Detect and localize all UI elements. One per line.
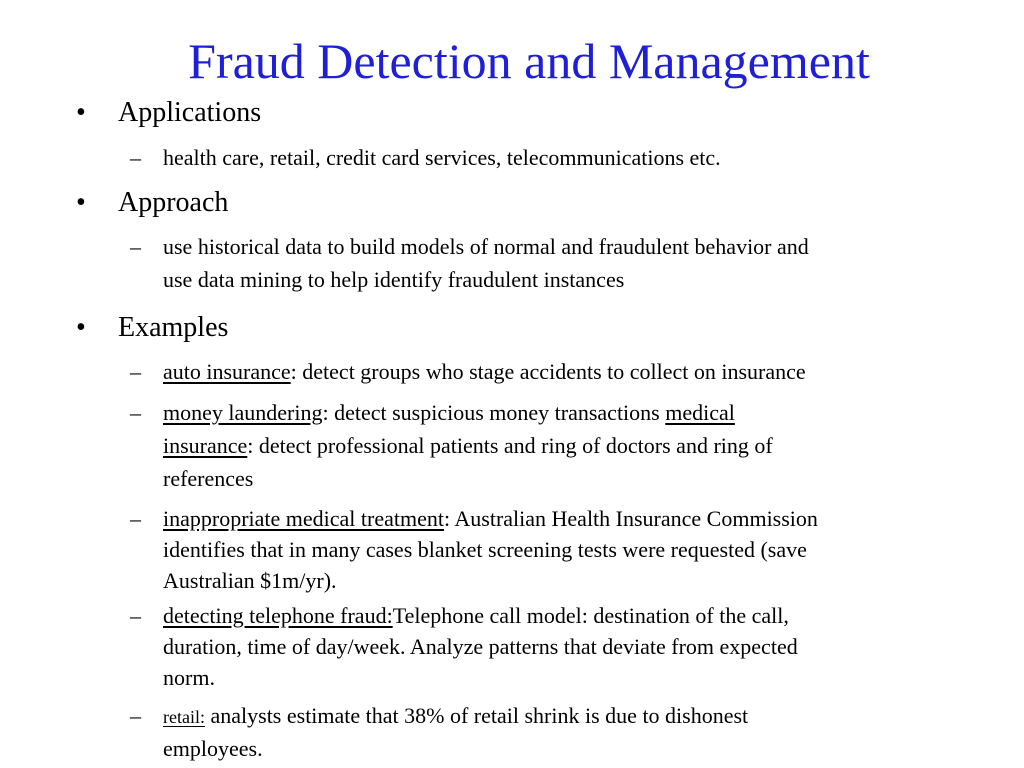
subitem-medical-treatment xyxy=(130,503,818,596)
term-medical-treatment: inappropriate medical treatment xyxy=(163,506,444,531)
term-auto-insurance: auto insurance xyxy=(163,359,291,384)
subitem-line: employees. xyxy=(163,736,263,761)
subitem-line: norm. xyxy=(163,665,215,690)
subitem-text: : Australian Health Insurance Commission xyxy=(443,506,818,531)
subitem-retail xyxy=(130,700,748,764)
subitem-line: use data mining to help identify fraudulent instances xyxy=(163,267,625,292)
term-medical: medical xyxy=(665,400,735,425)
bullet-icon: • xyxy=(76,97,86,128)
dash-icon: – xyxy=(130,234,141,259)
bullet-examples xyxy=(76,314,228,342)
term-telephone-fraud: detecting telephone fraud: xyxy=(163,603,393,628)
dash-icon: – xyxy=(130,400,141,425)
subitem-text: : detect groups who stage accidents to collect on insurance xyxy=(290,359,806,384)
subitem-text: Telephone call model: destination of the call, xyxy=(392,603,789,628)
subitem-telephone-fraud xyxy=(130,600,798,693)
dash-icon: – xyxy=(130,506,141,531)
subitem-text: : detect professional patients and ring of doctors and ring of xyxy=(247,433,773,458)
bullet-heading: Applications xyxy=(118,97,262,128)
dash-icon: – xyxy=(130,359,141,384)
subitem-line: Australian $1m/yr). xyxy=(163,568,337,593)
subitem-line: references xyxy=(163,466,254,491)
subitem-approach xyxy=(130,230,809,296)
subitem-applications xyxy=(130,141,721,174)
subitem-text: analysts estimate that 38% of retail shrink is due to dishonest xyxy=(204,703,749,728)
bullet-applications xyxy=(76,99,261,127)
term-money-laundering: money laundering xyxy=(163,400,323,425)
dash-icon: – xyxy=(130,603,141,628)
term-retail: retail: xyxy=(163,707,205,727)
bullet-approach xyxy=(76,189,228,217)
bullet-heading: Examples xyxy=(118,312,229,343)
subitem-line: use historical data to build models of normal and fraudulent behavior and xyxy=(163,234,809,259)
bullet-heading: Approach xyxy=(118,187,229,218)
term-insurance: insurance xyxy=(163,433,248,458)
subitem-money-laundering xyxy=(130,396,773,495)
subitem-text: : detect suspicious money transactions xyxy=(322,400,666,425)
bullet-icon: • xyxy=(76,312,86,343)
subitem-line: identifies that in many cases blanket screening tests were requested (save xyxy=(163,537,807,562)
bullet-icon: • xyxy=(76,187,86,218)
subitem-text: health care, retail, credit card services, telecommunications etc. xyxy=(163,145,721,170)
dash-icon: – xyxy=(130,145,141,170)
subitem-line: duration, time of day/week. Analyze patterns that deviate from expected xyxy=(163,634,798,659)
slide-title: Fraud Detection and Management xyxy=(188,33,870,89)
subitem-auto-insurance xyxy=(130,355,806,388)
dash-icon: – xyxy=(130,703,141,728)
